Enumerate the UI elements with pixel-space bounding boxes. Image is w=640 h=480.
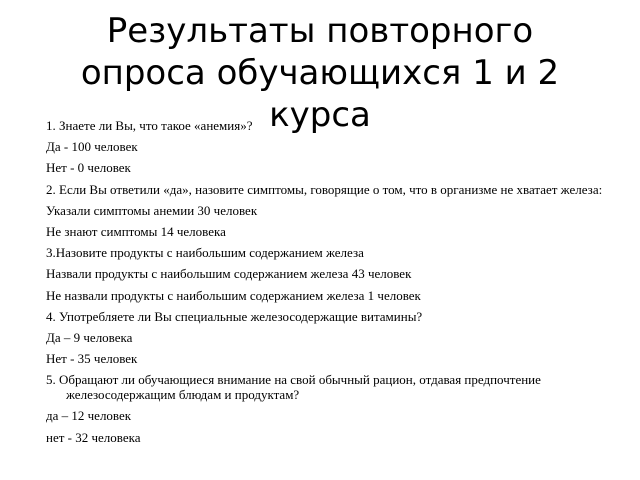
answer-4-no: Нет - 35 человек: [46, 351, 138, 367]
question-3: 3.Назовите продукты с наибольшим содержанием железа: [46, 245, 364, 261]
survey-results-text: [46, 118, 606, 451]
answer-1-no: Нет - 0 человек: [46, 160, 131, 176]
answer-5-no: нет - 32 человека: [46, 429, 141, 445]
answer-3-not-named: Не назвали продукты с наибольшим содержанием железа 1 человек: [46, 287, 421, 303]
slide-title: Результаты повторного опроса обучающихся 1 и 2 курса: [80, 11, 560, 135]
answer-5-yes: да – 12 человек: [46, 408, 132, 424]
answer-2-unknown: Не знают симптомы 14 человека: [46, 223, 226, 239]
question-2: 2. Если Вы ответили «да», назовите симптомы, говорящие о том, что в организме не хватает железа:: [46, 181, 603, 197]
answer-2-named: Указали симптомы анемии 30 человек: [46, 202, 258, 218]
question-5: 5. Обращают ли обучающиеся внимание на свой обычный рацион, отдавая предпочтение железосодержащим блюдам и продуктам?: [46, 372, 541, 403]
answer-3-named: Назвали продукты с наибольшим содержанием железа 43 человек: [46, 266, 412, 282]
question-1: 1. Знаете ли Вы, что такое «анемия»?: [46, 118, 253, 133]
question-4: 4. Употребляете ли Вы специальные железосодержащие витамины?: [46, 308, 423, 324]
answer-4-yes: Да – 9 человека: [46, 329, 133, 345]
answer-1-yes: Да - 100 человек: [46, 139, 138, 155]
